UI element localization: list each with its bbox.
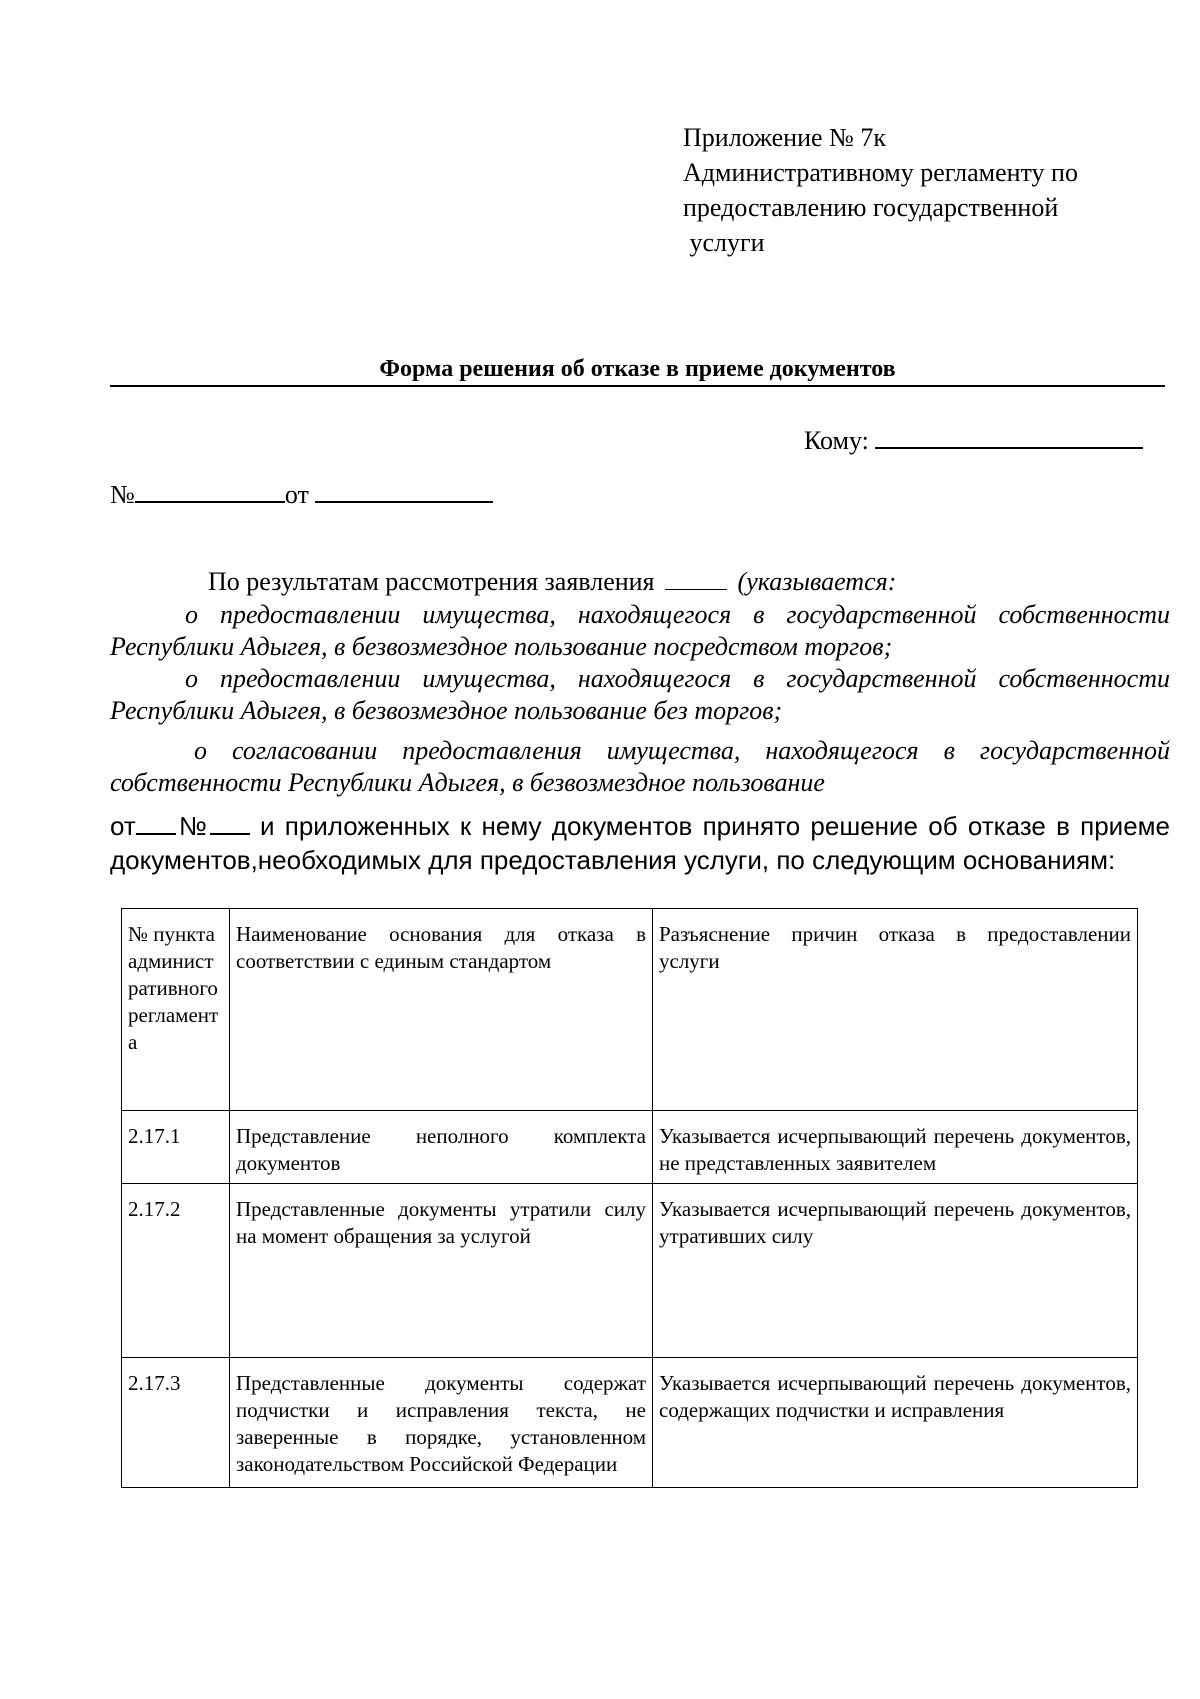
row-explanation: Указывается исчерпывающий перечень документов, утративших силу	[653, 1184, 1138, 1358]
row-point: 2.17.2	[122, 1184, 230, 1358]
appendix-line-2: Административному регламенту по	[683, 158, 1078, 187]
intro-regular-text: По результатам рассмотрения заявления	[208, 567, 655, 596]
table-header-row	[122, 909, 1138, 1111]
number-sign: №	[110, 480, 135, 509]
date-blank-field[interactable]	[315, 477, 493, 503]
decision-number-blank[interactable]	[210, 811, 250, 835]
number-blank-field[interactable]	[135, 477, 285, 503]
number-date-line	[110, 477, 493, 510]
row-explanation: Указывается исчерпывающий перечень документов, содержащих подчистки и исправления	[653, 1358, 1138, 1488]
title-underline	[110, 385, 1165, 387]
option-item-3: о согласовании предоставления имущества, находящегося в государственной собственности Республики Адыгея, в безвозмездное пользование	[110, 736, 1170, 797]
decision-from-label: от	[110, 811, 136, 841]
table-row	[122, 1184, 1138, 1358]
page-title: Форма решения об отказе в приеме документов	[379, 356, 896, 382]
row-explanation: Указывается исчерпывающий перечень документов, не представленных заявителем	[653, 1111, 1138, 1184]
appendix-header	[683, 120, 1153, 260]
row-reason: Представленные документы содержат подчистки и исправления текста, не заверенные в порядке, установленном законодательством Российской Федерации	[230, 1358, 653, 1488]
refusal-grounds-table	[121, 908, 1138, 1488]
application-blank-field[interactable]	[665, 567, 727, 590]
header-reason: Наименование основания для отказа в соответствии с единым стандартом	[230, 909, 653, 1111]
appendix-line-4: услуги	[683, 228, 765, 257]
row-reason: Представление неполного комплекта документов	[230, 1111, 653, 1184]
appendix-line-1: Приложение № 7к	[683, 123, 886, 152]
header-explanation: Разъяснение причин отказа в предоставлении услуги	[653, 909, 1138, 1111]
option-item-2: о предоставлении имущества, находящегося в государственной собственности Республики Адыгея, в безвозмездное пользование без торгов;	[110, 664, 1170, 725]
intro-italic-text: (указывается:	[737, 567, 897, 596]
body-text	[110, 565, 1170, 877]
table-row	[122, 1111, 1138, 1184]
recipient-line	[804, 421, 1143, 456]
from-label: от	[284, 480, 309, 509]
intro-paragraph	[110, 565, 1170, 599]
appendix-line-3: предоставлению государственной	[683, 193, 1059, 222]
table-row	[122, 1358, 1138, 1488]
decision-paragraph	[110, 809, 1170, 877]
row-point: 2.17.3	[122, 1358, 230, 1488]
header-point-number: № пункта административного регламента	[122, 909, 230, 1111]
row-point: 2.17.1	[122, 1111, 230, 1184]
recipient-label: Кому:	[804, 426, 869, 455]
row-reason: Представленные документы утратили силу на момент обращения за услугой	[230, 1184, 653, 1358]
decision-date-blank[interactable]	[136, 811, 176, 835]
decision-number-sign: №	[175, 811, 210, 841]
option-item-1: о предоставлении имущества, находящегося в государственной собственности Республики Адыгея, в безвозмездное пользование посредством торгов;	[110, 600, 1170, 661]
recipient-blank-field[interactable]	[875, 421, 1143, 449]
decision-rest-text: и приложенных к нему документов принято решение об отказе в приеме документов,необходимых для предоставления услуги, по следующим основаниям:	[110, 811, 1170, 875]
